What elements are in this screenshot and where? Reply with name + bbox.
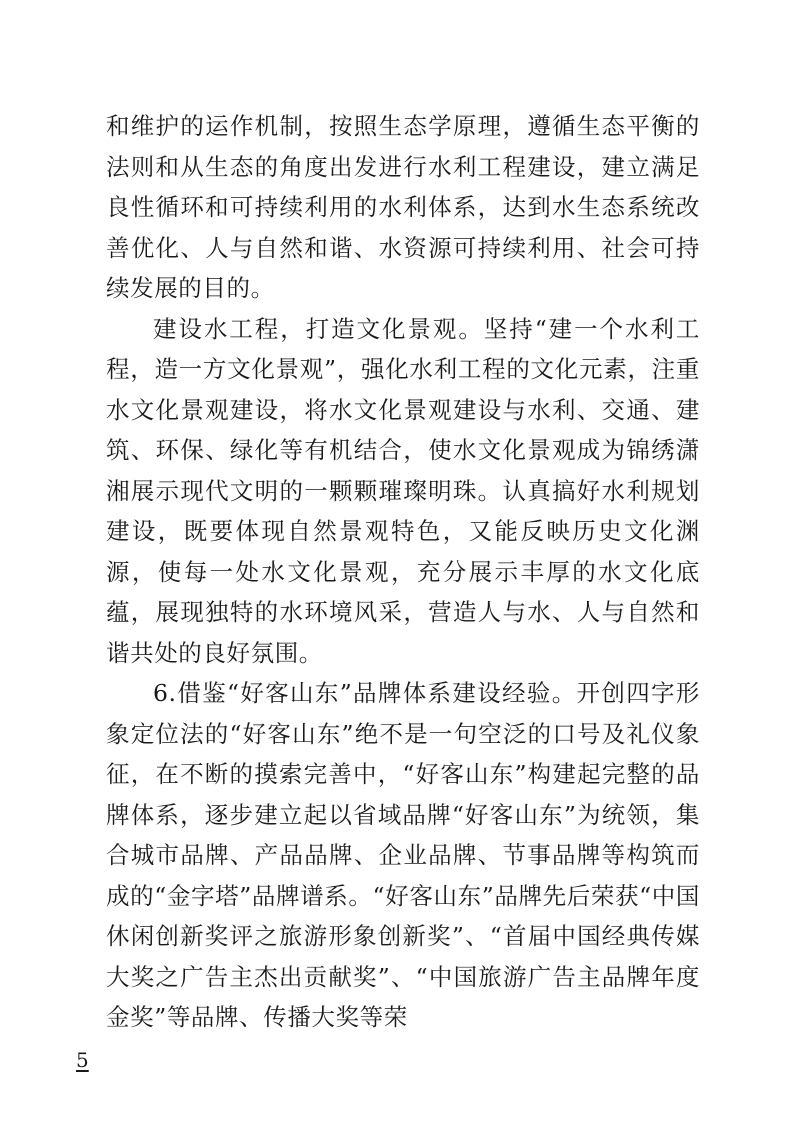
paragraph-water-culture-landscape: 建设水工程，打造文化景观。坚持“建一个水利工程，造一方文化景观”，强化水利工程的文化元素，注重水文化景观建设，将水文化景观建设与水利、交通、建筑、环保、绿化等有机结合，使水文化景观成为锦绣潇湘展示现代文明的一颗颗璀璨明珠。认真搞好水利规划建设，既要体现自然景观特色，又能反映历史文化渊源，使每一处水文化景观，充分展示丰厚的水文化底蕴，展现独特的水环境风采，营造人与水、人与自然和谐共处的良好氛围。: [106, 314, 700, 667]
page-number: 5: [76, 1048, 89, 1072]
paragraph-continuation: 和维护的运作机制，按照生态学原理，遵循生态平衡的法则和从生态的角度出发进行水利工程建设，建立满足良性循环和可持续利用的水利体系，达到水生态系统改善优化、人与自然和谐、水资源可持续利用、社会可持续发展的目的。: [106, 112, 700, 302]
body-text: [106, 106, 700, 1038]
paragraph-shandong-brand: 6.借鉴“好客山东”品牌体系建设经验。开创四字形象定位法的“好客山东”绝不是一句空泛的口号及礼仪象征，在不断的摸索完善中，“好客山东”构建起完整的品牌体系，逐步建立起以省域品牌“好客山东”为统领，集合城市品牌、产品品牌、企业品牌、节事品牌等构筑而成的“金字塔”品牌谱系。“好客山东”品牌先后荣获“中国休闲创新奖评之旅游形象创新奖”、“首届中国经典传媒大奖之广告主杰出贡献奖”、“中国旅游广告主品牌年度金奖”等品牌、传播大奖等荣: [106, 679, 700, 1031]
